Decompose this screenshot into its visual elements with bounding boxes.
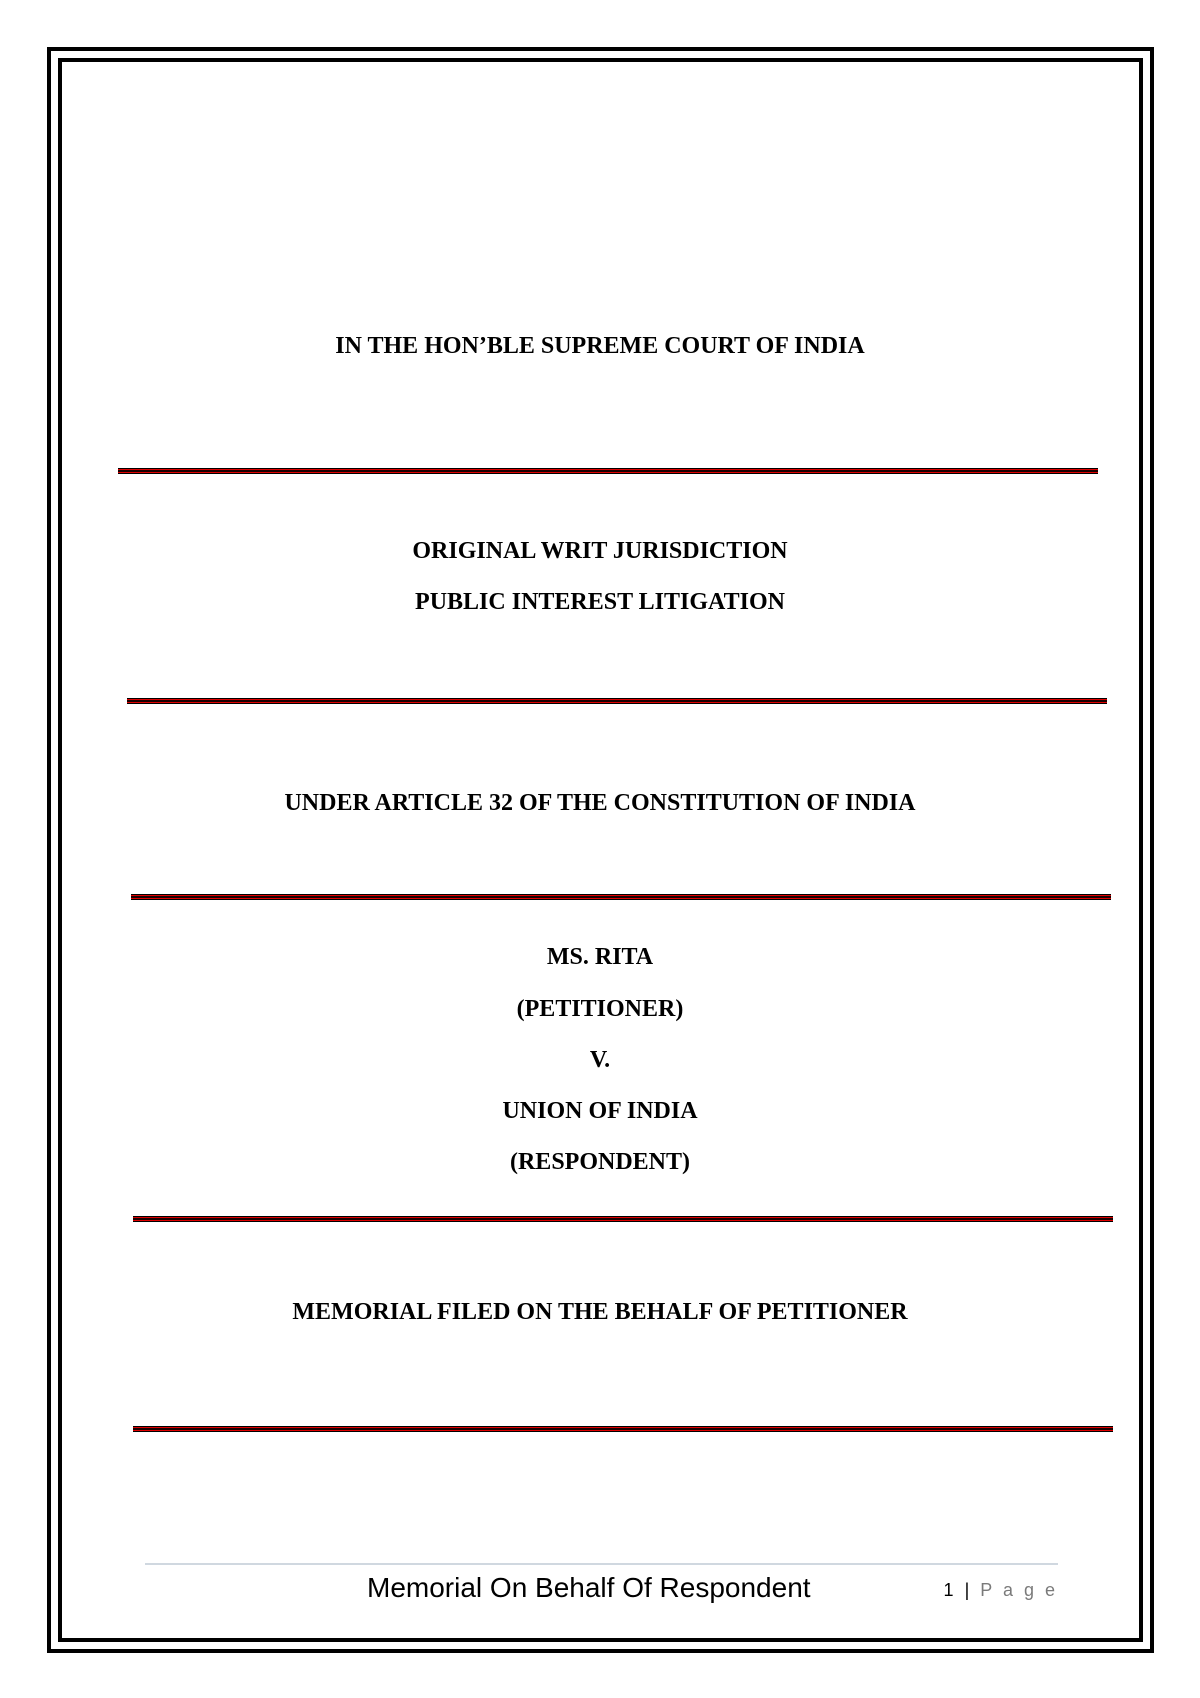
footer-title: Memorial On Behalf Of Respondent bbox=[367, 1572, 811, 1603]
divider-rule-4 bbox=[133, 1216, 1113, 1222]
respondent-name: UNION OF INDIA bbox=[502, 1098, 698, 1124]
memorial-heading: MEMORIAL FILED ON THE BEHALF OF PETITIONER bbox=[292, 1299, 908, 1325]
page-separator: | bbox=[964, 1580, 973, 1600]
divider-rule-1 bbox=[118, 468, 1098, 474]
footer-page-number bbox=[944, 1580, 1058, 1601]
jurisdiction-heading: ORIGINAL WRIT JURISDICTION bbox=[412, 538, 788, 564]
petitioner-role: (PETITIONER) bbox=[516, 996, 684, 1022]
divider-rule-2 bbox=[127, 698, 1107, 704]
page-number: 1 bbox=[943, 1580, 957, 1600]
respondent-role: (RESPONDENT) bbox=[509, 1149, 690, 1175]
petitioner-name: MS. RITA bbox=[546, 944, 654, 970]
page-border-inner bbox=[58, 58, 1143, 1642]
versus-label: V. bbox=[589, 1047, 611, 1073]
page-label: P a g e bbox=[980, 1580, 1058, 1600]
divider-rule-5 bbox=[133, 1426, 1113, 1432]
court-heading: IN THE HON’BLE SUPREME COURT OF INDIA bbox=[335, 333, 865, 359]
footer-divider bbox=[145, 1563, 1058, 1565]
divider-rule-3 bbox=[131, 894, 1111, 900]
article-heading: UNDER ARTICLE 32 OF THE CONSTITUTION OF INDIA bbox=[284, 790, 916, 816]
litigation-type-heading: PUBLIC INTEREST LITIGATION bbox=[415, 589, 785, 615]
